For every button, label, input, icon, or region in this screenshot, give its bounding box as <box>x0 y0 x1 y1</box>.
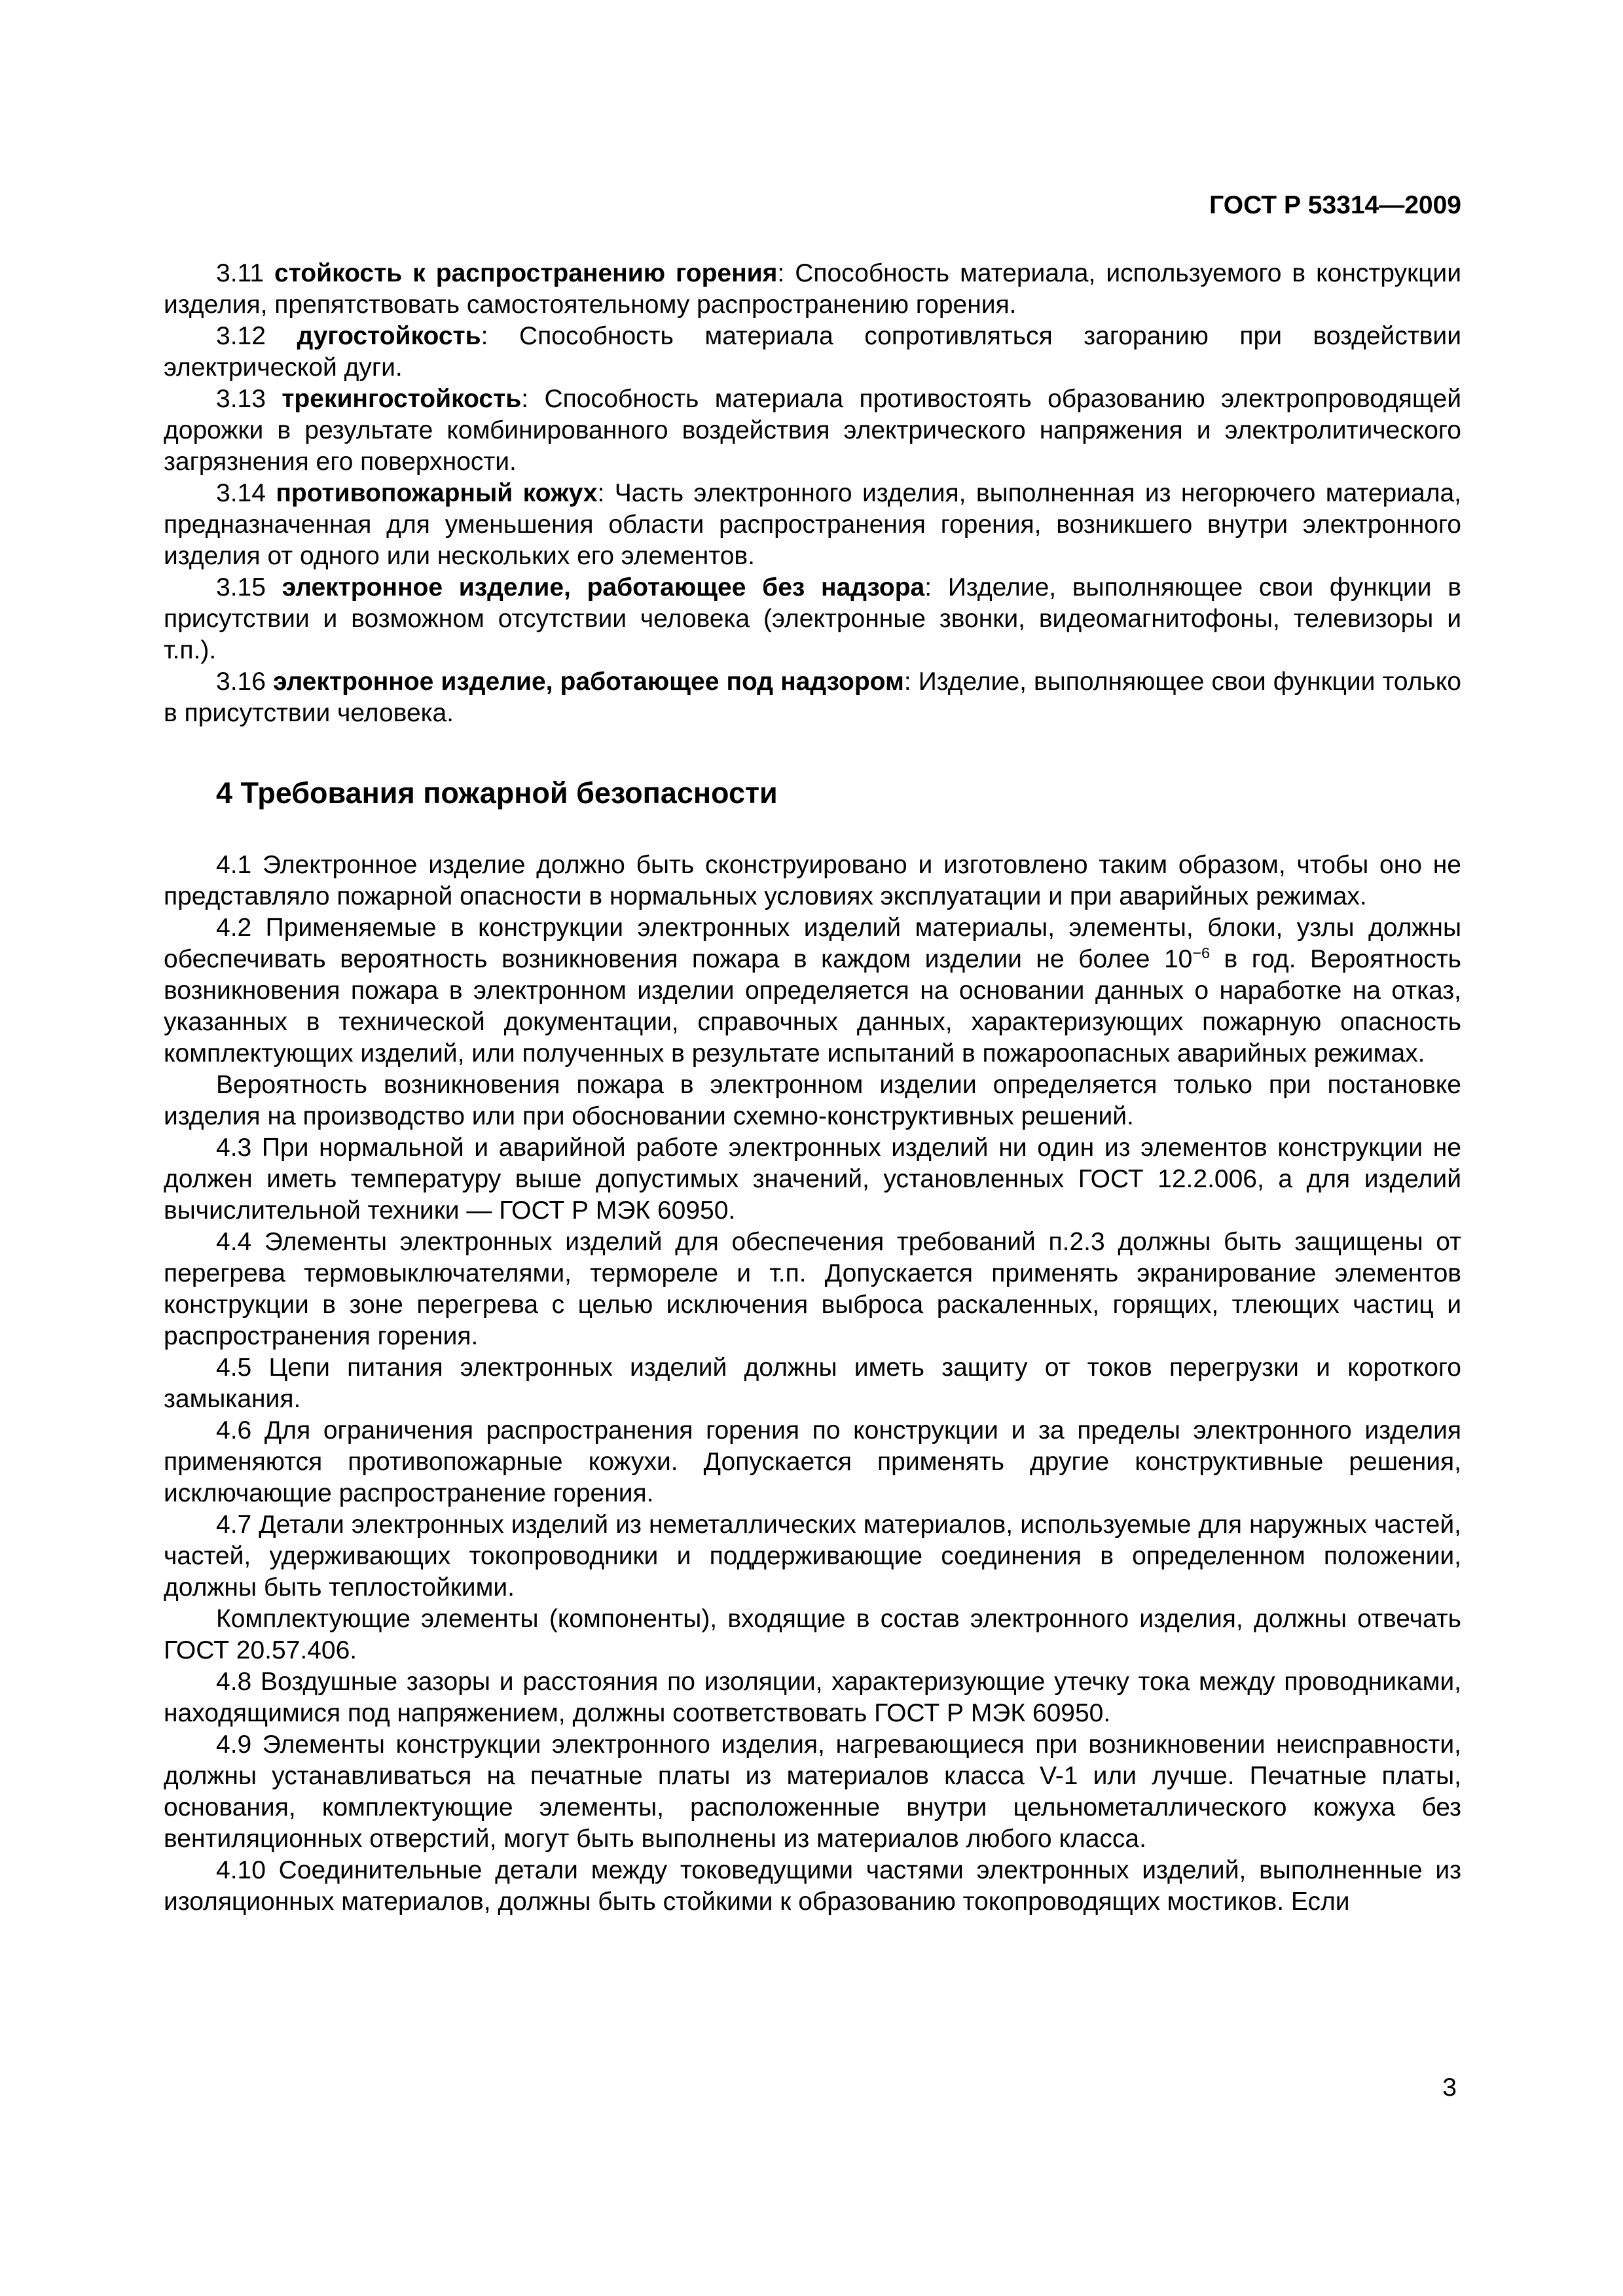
para-4-1: 4.1 Электронное изделие должно быть сконструировано и изготовлено таким образом, чтобы оно не представляло пожарной опасности в нормальных условиях эксплуатации и при аварийных режимах. <box>164 851 1461 910</box>
term-number: 3.15 <box>216 573 282 601</box>
para-3-12 <box>164 321 1461 384</box>
term-definition: : Способность материала противостоять образованию электропроводящей дорожки в результате комбинированного воздействия электрического напряжения и электролитического загрязнения его поверхности. <box>164 385 1461 476</box>
term-number: 3.12 <box>216 322 297 350</box>
document-body <box>164 258 1461 1918</box>
term-definition: : Способность материала сопротивляться загоранию при воздействии электрической дуги. <box>164 322 1461 382</box>
term-number: 3.11 <box>216 259 275 287</box>
term-number: 3.16 <box>216 668 273 696</box>
term-text: трекингостойкость <box>282 385 522 413</box>
para-4-2-text-after-exponent: в год. Вероятность возникновения пожара в электронном изделии определяется на основании данных о наработке на отказ, указанных в технической документации, справочных данных, характеризующих пожарную опасность комплектующих изделий, или полученных в результате испытаний в пожароопасных аварийных режимах. <box>164 945 1461 1067</box>
term-definition: : Изделие, выполняющее свои функции в присутствии и возможном отсутствии человека (электронные звонки, видеомагнитофоны, телевизоры и т.п.). <box>164 573 1462 664</box>
para-3-11 <box>164 258 1461 321</box>
term-text: дугостойкость <box>297 322 481 350</box>
para-3-14 <box>164 478 1461 572</box>
term-text: противопожарный кожух <box>276 479 598 507</box>
page-number: 3 <box>1442 2073 1457 2102</box>
para-4-8: 4.8 Воздушные зазоры и расстояния по изоляции, характеризующие утечку тока между проводниками, находящимися под напряжением, должны соответствовать ГОСТ Р МЭК 60950. <box>164 1668 1461 1727</box>
para-4-7: 4.7 Детали электронных изделий из неметаллических материалов, используемые для наружных частей, частей, удерживающих токопроводники и поддерживающие соединения в определенном положении, должны быть теплостойкими. <box>164 1511 1461 1602</box>
para-4-2-continuation: Вероятность возникновения пожара в электронном изделии определяется только при постановке изделия на производство или при обосновании схемно-конструктивных решений. <box>164 1071 1461 1130</box>
para-3-15 <box>164 572 1461 666</box>
term-definition: : Изделие, выполняющее свои функции только в присутствии человека. <box>164 668 1461 727</box>
para-4-4: 4.4 Элементы электронных изделий для обеспечения требований п.2.3 должны быть защищены от перегрева термовыключателями, термореле и т.п. Допускается применять экранирование элементов конструкции в зоне перегрева с целью исключения выброса раскаленных, горящих, тлеющих частиц и распространения горения. <box>164 1228 1461 1350</box>
term-definition: : Способность материала, используемого в конструкции изделия, препятствовать самостоятельному распространению горения. <box>164 259 1461 319</box>
term-number: 3.13 <box>216 385 282 413</box>
para-3-16 <box>164 666 1461 729</box>
document-code: ГОСТ Р 53314—2009 <box>1209 191 1461 219</box>
term-text: электронное изделие, работающее без надзора <box>282 573 925 601</box>
para-4-3: 4.3 При нормальной и аварийной работе электронных изделий ни один из элементов конструкции не должен иметь температуру выше допустимых значений, установленных ГОСТ 12.2.006, а для изделий вычислительной техники — ГОСТ Р МЭК 60950. <box>164 1134 1461 1225</box>
para-4-9: 4.9 Элементы конструкции электронного изделия, нагревающиеся при возникновении неисправности, должны устанавливаться на печатные платы из материалов класса V-1 или лучше. Печатные платы, основания, комплектующие элементы, расположенные внутри цельнометаллического кожуха без вентиляционных отверстий, могут быть выполнены из материалов любого класса. <box>164 1731 1461 1853</box>
term-number: 3.14 <box>216 479 276 507</box>
para-3-13 <box>164 384 1461 478</box>
term-definition: : Часть электронного изделия, выполненная из негорючего материала, предназначенная для уменьшения области распространения горения, возникшего внутри электронного изделия от одного или нескольких его элементов. <box>164 479 1461 570</box>
para-4-10: 4.10 Соединительные детали между токоведущими частями электронных изделий, выполненные из изоляционных материалов, должны быть стойкими к образованию токопроводящих мостиков. Если <box>164 1856 1461 1916</box>
para-4-2 <box>164 912 1461 1069</box>
para-4-2-text-before-exponent: 4.2 Применяемые в конструкции электронных изделий материалы, элементы, блоки, узлы должны обеспечивать вероятность возникновения пожара в каждом изделии не более 10 <box>164 914 1461 973</box>
para-4-7-continuation: Комплектующие элементы (компоненты), входящие в состав электронного изделия, должны отвечать ГОСТ 20.57.406. <box>164 1605 1461 1664</box>
text-column <box>164 191 1461 1918</box>
term-text: электронное изделие, работающее под надзором <box>272 668 904 696</box>
term-text: стойкость к распространению горения <box>274 259 778 287</box>
exponent-superscript: −6 <box>1192 944 1210 961</box>
para-4-5: 4.5 Цепи питания электронных изделий должны иметь защиту от токов перегрузки и короткого замыкания. <box>164 1354 1461 1413</box>
para-4-6: 4.6 Для ограничения распространения горения по конструкции и за пределы электронного изделия применяются противопожарные кожухи. Допускается применять другие конструктивные решения, исключающие распространение горения. <box>164 1416 1461 1507</box>
section-4-heading: 4 Требования пожарной безопасности <box>216 776 778 810</box>
